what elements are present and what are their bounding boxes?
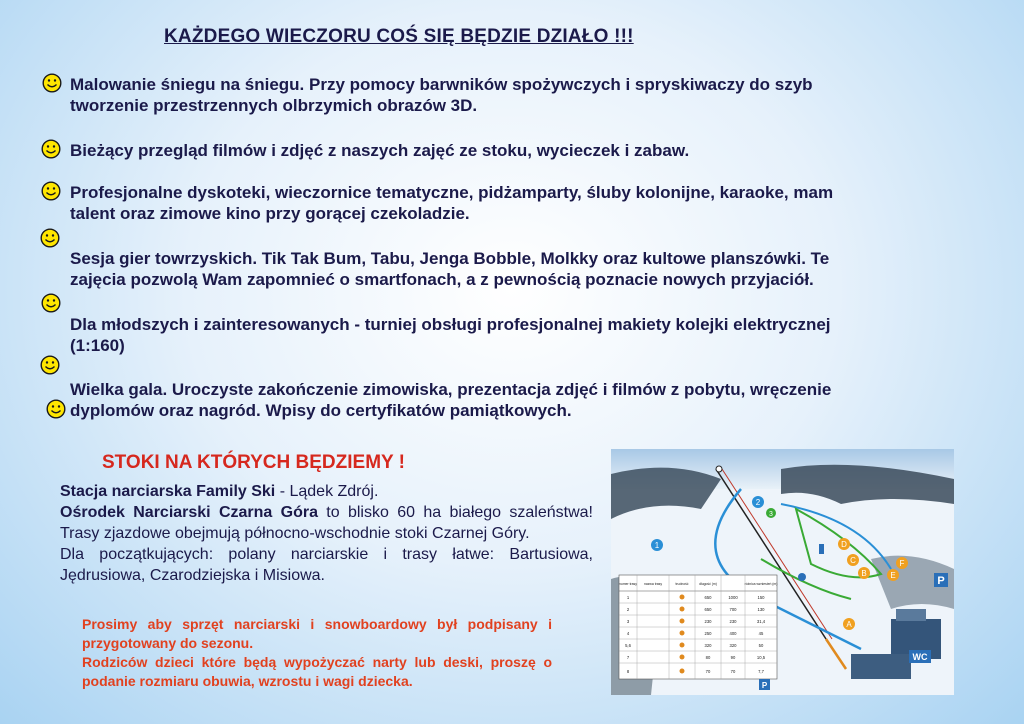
table-cell: 650 [704,595,712,600]
table-cell: 700 [729,607,737,612]
heading-evening-activities: KAŻDEGO WIECZORU COŚ SIĘ BĘDZIE DZIAŁO !!! [164,26,634,47]
route-table [619,575,777,679]
table-cell: 320 [704,643,712,648]
parking-label: P [761,681,768,690]
slopes-heading: STOKI NA KTÓRYCH BĘDZIEMY ! [102,452,405,473]
table-cell: 4 [626,631,630,636]
smiley-icon [41,139,61,159]
activity-item [70,314,970,356]
table-cell: 90 [730,655,736,660]
activity-line: Malowanie śniegu na śniegu. Przy pomocy barwników spożywczych i spryskiwaczy do szyb [70,75,813,94]
route-marker-label: B [861,569,867,578]
table-cell: 7 [626,655,630,660]
ski-resort-map [611,449,954,695]
center-description: to blisko 60 ha białego szaleństwa! Trasy zjazdowe obejmują północno-wschodnie stoki Czarnej Góry. [60,504,593,542]
route-marker-label: 1 [654,541,660,550]
route-marker-label: D [841,540,847,549]
smiley-icon [41,293,61,313]
smiley-icon [40,228,60,248]
resort-building [896,609,926,621]
table-cell: 2 [626,607,630,612]
table-cell: 45 [758,631,764,636]
smiley-icon [46,399,66,419]
table-cell: 230 [704,619,712,624]
ski-lift-icon [798,573,806,581]
table-cell: 31,4 [756,619,766,624]
note-line: Prosimy aby sprzęt narciarski i snowboardowy był podpisany i przygotowany do sezonu. [82,616,552,651]
beginner-routes: Dla początkujących: polany narciarskie i trasy łatwe: Bartusiowa, Jędrusiowa, Czarodziejska i Misiowa. [60,546,593,584]
table-cell: 8 [626,669,630,674]
table-cell: 10,5 [756,655,766,660]
smiley-icon [42,73,62,93]
station-location: - Lądek Zdrój. [275,483,379,500]
center-name: Ośrodek Narciarski Czarna Góra [60,504,318,521]
table-cell: 80 [705,655,711,660]
activity-item [70,140,970,161]
info-sign-icon [819,544,824,554]
table-header: nazwa trasy [643,582,663,586]
table-cell: 650 [704,607,712,612]
table-cell: 70 [705,669,711,674]
table-cell: 7,7 [758,669,764,674]
route-marker-label: A [846,620,852,629]
activity-line: zajęcia pozwolą Wam zapomnieć o smartfonach, a z pewnością poznacie nowych przyjaciół. [70,270,814,289]
activity-line: Wielka gala. Uroczyste zakończenie zimowiska, prezentacja zdjęć i filmów z pobytu, wręczenie [70,380,832,399]
equipment-note [82,615,552,691]
activity-line: Bieżący przegląd filmów i zdjęć z naszych zajęć ze stoku, wycieczek i zabaw. [70,141,690,160]
route-marker-label: C [850,556,856,565]
route-marker-label: E [890,571,896,580]
table-cell: 250 [704,631,712,636]
activity-item [70,248,970,290]
table-cell: 400 [729,631,737,636]
table-header: numer trasy [619,582,637,586]
activity-line: talent oraz zimowe kino przy gorącej czekoladzie. [70,204,470,223]
smiley-icon [40,355,60,375]
table-cell: 130 [757,607,765,612]
table-cell: 320 [729,643,737,648]
activity-line: tworzenie przestrzennych olbrzymich obrazów 3D. [70,96,478,115]
table-cell: 5,6 [625,643,631,648]
table-cell: 150 [757,595,765,600]
route-marker-label: 3 [769,511,773,518]
parking-label: P [937,575,945,587]
table-cell: 3 [626,619,630,624]
station-name: Stacja narciarska Family Ski [60,483,276,500]
note-line: Rodziców dzieci które będą wypożyczać narty lub deski, proszę o podanie rozmiaru obuwia, wzrostu i wagi dziecka. [82,654,552,689]
table-header: długość (m) [699,582,717,586]
smiley-icon [41,181,61,201]
table-cell: 1 [626,595,630,600]
route-marker-label: 2 [755,498,761,507]
activity-line: Dla młodszych i zainteresowanych - turniej obsługi profesjonalnej makiety kolejki elektrycznej [70,315,831,334]
table-cell: 230 [729,619,737,624]
table-cell: 70 [730,669,736,674]
table-header: różnica wzniesień (m) [744,582,778,586]
resort-building [851,654,911,679]
wc-label: WC [912,652,928,662]
route-marker-label: F [899,559,905,568]
activity-line: (1:160) [70,336,125,355]
activity-item [70,74,970,116]
table-cell: 50 [758,643,764,648]
activity-item [70,182,970,224]
activity-line: Sesja gier towrzyskich. Tik Tak Bum, Tabu, Jenga Bobble, Molkky oraz kultowe planszówki. Te [70,249,830,268]
slopes-description [60,481,593,586]
lift-station [716,466,722,472]
table-cell: 1000 [728,595,738,600]
activity-line: dyplomów oraz nagród. Wpisy do certyfikatów pamiątkowych. [70,401,572,420]
activity-item [70,379,970,421]
table-header: trudność [675,582,689,586]
activity-line: Profesjonalne dyskoteki, wieczornice tematyczne, pidżamparty, śluby kolonijne, karaoke, mam [70,183,834,202]
